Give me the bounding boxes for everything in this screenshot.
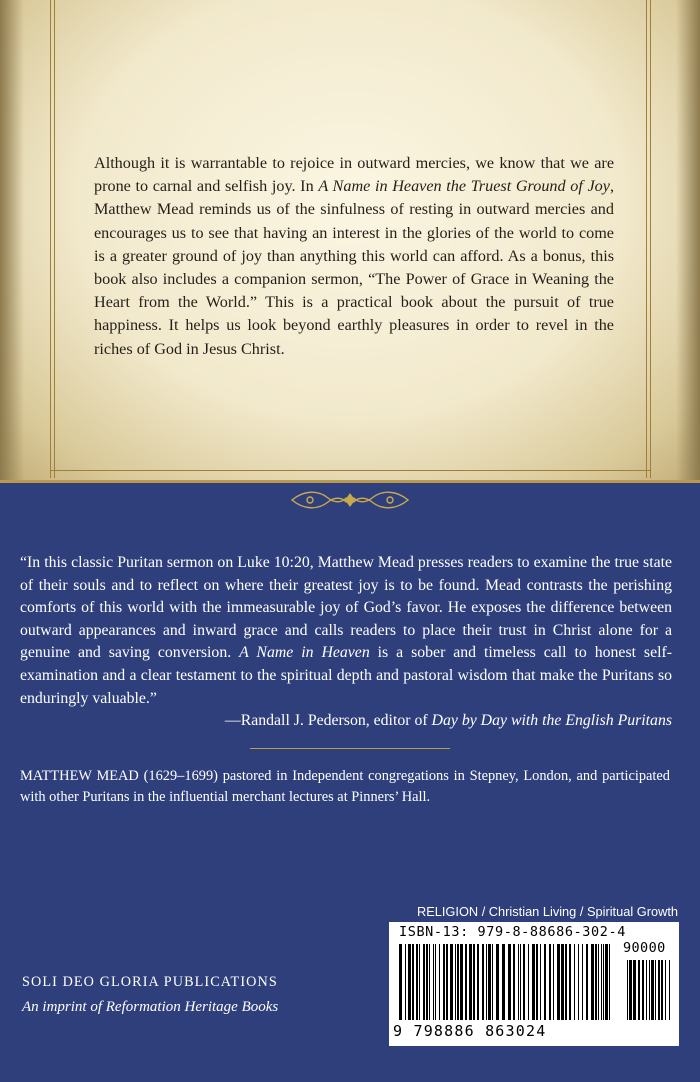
barcode-bar — [520, 944, 521, 1020]
attribution-book-title: Day by Day with the English Puritans — [431, 712, 672, 729]
barcode-bar — [439, 944, 440, 1020]
barcode-bar — [426, 944, 428, 1020]
publisher-imprint: An imprint of Reformation Heritage Books — [22, 999, 279, 1015]
isbn-label: ISBN-13: 979-8-88686-302-4 — [399, 924, 626, 940]
barcode-addon-bars — [627, 960, 673, 1020]
barcode-bar — [423, 944, 425, 1020]
description-text-1: Although it is warrantable to rejoice in outward mercies, we know that we are prone to carnal and selfish joy. In — [94, 154, 614, 196]
barcode-bar — [502, 944, 505, 1020]
barcode-bar — [540, 944, 541, 1020]
barcode-bar — [528, 944, 529, 1020]
barcode-bar — [416, 944, 418, 1020]
barcode-bar — [523, 944, 525, 1020]
barcode-bar — [658, 960, 660, 1020]
barcode-bar — [513, 944, 515, 1020]
description-text-2: , Matthew Mead reminds us of the sinfulness of resting in outward mercies and encourages us to see that having an interest in the glories of the world to come is a greater ground of joy than anything this world can afford. As a bonus, this book also includes a companion sermon, “The Power of Grace in Weaning the Heart from the World.” This is a practical book about the pursuit of true happiness. It helps us look beyond earthly pleasures in order to revel in the riches of God in Jesus Christ. — [94, 177, 614, 358]
barcode-bar — [601, 944, 602, 1020]
barcode-bar — [446, 944, 448, 1020]
barcode-bar — [605, 944, 608, 1020]
barcode-bar — [443, 944, 445, 1020]
barcode-bar — [549, 944, 551, 1020]
barcode-bar — [419, 944, 420, 1020]
barcode-bar — [565, 944, 567, 1020]
barcode-bar — [429, 944, 430, 1020]
barcode-bar — [586, 944, 588, 1020]
barcode-digits: 9 798886 863024 — [393, 1022, 547, 1040]
quote-text-1: “In this classic Puritan sermon on Luke 10:20, Matthew Mead presses readers to examine the true state of their souls and to reflect on where their greatest joy is to be found. Mead contrasts the perishing comforts of this world with the immeasurable joy of God’s favor. He exposes the difference between outward appearances and inward grace and calls readers to place their trust in Christ alone for a genuine and saving conversion. — [20, 554, 672, 662]
barcode-bar — [532, 944, 535, 1020]
barcode-bar — [399, 944, 402, 1020]
barcode-bar — [496, 944, 499, 1020]
barcode-bar — [651, 960, 654, 1020]
barcode-bar — [450, 944, 453, 1020]
barcode-bar — [455, 944, 456, 1020]
section-divider — [250, 748, 450, 749]
frame-line-right-outer — [650, 0, 651, 478]
attribution-text: —Randall J. Pederson, editor of — [224, 712, 432, 729]
barcode-bar — [629, 960, 632, 1020]
endorsement-quote — [20, 552, 672, 710]
frame-line-left-inner — [54, 0, 55, 478]
barcode-bar — [646, 960, 647, 1020]
barcode-bar — [486, 944, 487, 1020]
frame-line-bottom — [50, 470, 651, 471]
barcode-bar — [582, 944, 583, 1020]
barcode-bar — [655, 960, 656, 1020]
barcode-bar — [665, 960, 666, 1020]
barcode-bar — [598, 944, 599, 1020]
barcode-bar — [469, 944, 472, 1020]
barcode-bar — [408, 944, 411, 1020]
barcode-bar — [433, 944, 434, 1020]
barcode-bar — [544, 944, 546, 1020]
barcode-bar — [553, 944, 554, 1020]
barcode-bar — [649, 960, 650, 1020]
parchment-panel — [0, 0, 700, 480]
barcode-bar — [561, 944, 564, 1020]
barcode-bar — [536, 944, 538, 1020]
barcode-bar — [457, 944, 459, 1020]
barcode-bar — [488, 944, 491, 1020]
book-description — [94, 152, 614, 361]
barcode-bar — [591, 944, 594, 1020]
gold-band — [0, 480, 700, 483]
barcode-bar — [642, 960, 644, 1020]
description-book-title: A Name in Heaven the Truest Ground of Joy — [318, 177, 610, 196]
endorsement-attribution — [20, 710, 672, 733]
barcode-bar — [609, 944, 610, 1020]
barcode-bar — [508, 944, 511, 1020]
barcode-bar — [578, 944, 579, 1020]
barcode-bar — [638, 960, 640, 1020]
barcode-addon-number: 90000 — [623, 940, 666, 956]
author-bio: MATTHEW MEAD (1629–1699) pastored in Independent congregations in Stepney, London, and participated with other Puritans in the influential merchant lectures at Pinners’ Hall. — [20, 768, 670, 805]
barcode-bar — [669, 960, 670, 1020]
barcode-bar — [405, 944, 406, 1020]
barcode-bar — [492, 944, 493, 1020]
barcode-bar — [460, 944, 463, 1020]
barcode-bar — [574, 944, 575, 1020]
frame-line-left-outer — [50, 0, 51, 478]
barcode-bar — [557, 944, 560, 1020]
barcode-bar — [603, 944, 604, 1020]
barcode-bar — [473, 944, 475, 1020]
bisac-category: RELIGION / Christian Living / Spiritual Growth — [416, 904, 678, 919]
barcode-bar — [465, 944, 467, 1020]
barcode-bar — [412, 944, 414, 1020]
barcode-bar — [627, 960, 628, 1020]
flourish-ornament-icon — [288, 486, 412, 514]
isbn-barcode — [389, 922, 679, 1046]
barcode-bar — [477, 944, 479, 1020]
quote-text-2: is a sober and timeless call to honest self-examination and a clear testament to the spiritual depth and pastoral wisdom that make the Puritans so enduringly valuable.” — [20, 644, 672, 707]
frame-line-right-inner — [646, 0, 647, 478]
publisher-name: SOLI DEO GLORIA PUBLICATIONS — [22, 974, 278, 990]
barcode-bar — [633, 960, 636, 1020]
barcode-bar — [482, 944, 484, 1020]
barcode-bar — [569, 944, 571, 1020]
barcode-bar — [595, 944, 597, 1020]
quote-book-title: A Name in Heaven — [239, 644, 370, 662]
barcode-bar — [518, 944, 519, 1020]
barcode-bar — [435, 944, 436, 1020]
barcode-main-bars — [399, 944, 613, 1020]
barcode-bar — [661, 960, 663, 1020]
